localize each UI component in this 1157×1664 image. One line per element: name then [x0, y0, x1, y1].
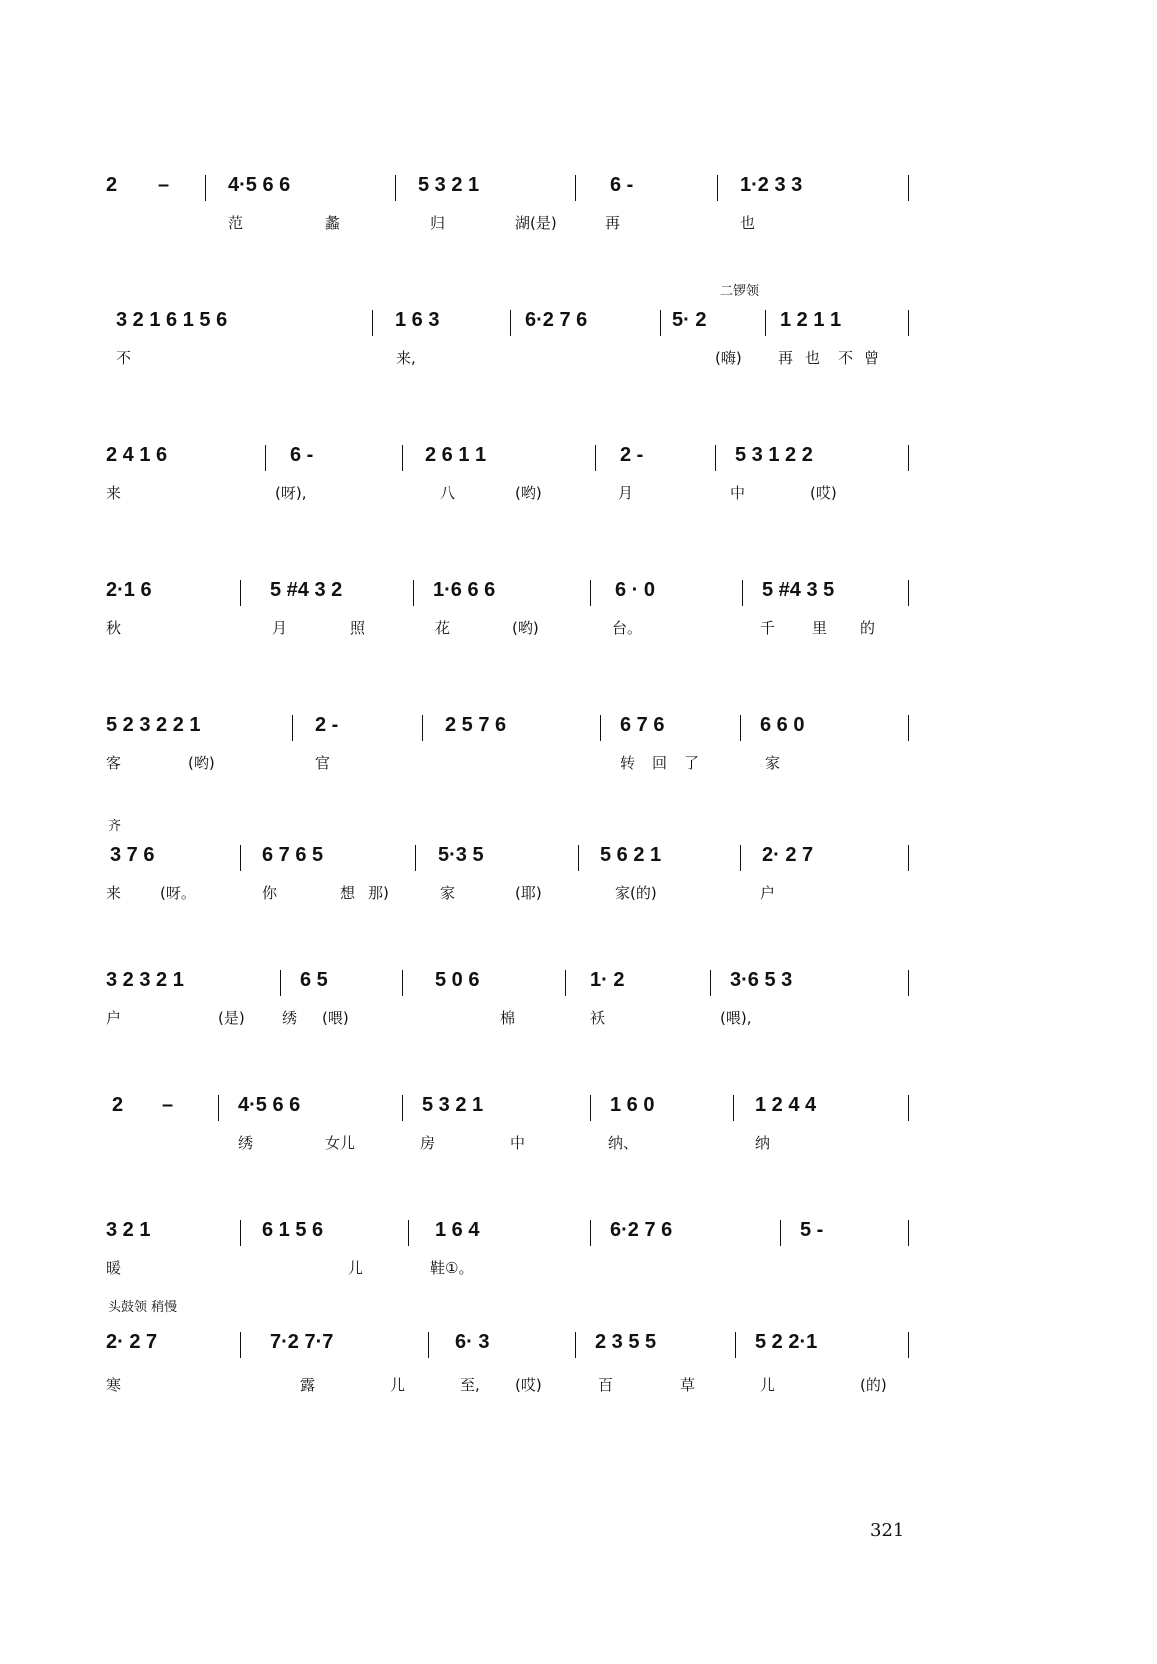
measure: 2 - [315, 714, 339, 736]
measure: 3 2 1 6 1 5 6 [116, 309, 228, 331]
measure: 2 5 7 6 [445, 714, 507, 736]
barline [742, 580, 743, 606]
measure: 1 6 0 [610, 1094, 655, 1116]
measure: 1·6 6 6 [433, 579, 496, 601]
measure: 1· 2 [590, 969, 625, 991]
notation-row [100, 843, 930, 883]
lyric: 不 [838, 349, 854, 367]
barline [372, 310, 373, 336]
notation-row [100, 713, 930, 753]
barline [908, 445, 909, 471]
lyrics-row [100, 1133, 930, 1161]
lyric: 来 [106, 884, 122, 902]
barline [908, 1095, 909, 1121]
lyric: 月 [618, 484, 634, 502]
measure: 2 3 5 5 [595, 1331, 657, 1353]
lyrics-row [100, 753, 930, 781]
lyric: (耶) [515, 884, 542, 902]
barline [908, 715, 909, 741]
score-system-8 [100, 1065, 930, 1175]
measure: 6· 3 [455, 1331, 490, 1353]
lyric: 女儿 [325, 1134, 356, 1152]
lyric: 里 [812, 619, 828, 637]
measure: 3·6 5 3 [730, 969, 793, 991]
barline [218, 1095, 219, 1121]
score-system-7 [100, 940, 930, 1050]
lyric: 照 [350, 619, 366, 637]
lyric: (是) [218, 1009, 245, 1027]
lyric: 袄 [590, 1009, 606, 1027]
lyric: 的 [860, 619, 876, 637]
lyric: 纳 [755, 1134, 771, 1152]
barline [735, 1332, 736, 1358]
lyric: 露 [300, 1376, 316, 1394]
score-system-4 [100, 550, 930, 660]
barline [660, 310, 661, 336]
measure: 3 7 6 [110, 844, 155, 866]
barline [908, 175, 909, 201]
barline [908, 845, 909, 871]
measure: 5 0 6 [435, 969, 480, 991]
lyric: 秋 [106, 619, 122, 637]
barline [240, 1332, 241, 1358]
lyric: 蠡 [325, 214, 341, 232]
measure: 5 3 1 2 2 [735, 444, 813, 466]
lyric: 想 [340, 884, 356, 902]
score-system-2 [100, 280, 930, 390]
performance-annotation: 二锣领 [720, 284, 760, 299]
barline [717, 175, 718, 201]
score-system-1 [100, 145, 930, 255]
lyrics-row [100, 483, 930, 511]
note: – [158, 174, 170, 196]
barline [740, 715, 741, 741]
lyric: (哟) [515, 484, 542, 502]
barline [715, 445, 716, 471]
lyric: 归 [430, 214, 446, 232]
barline [265, 445, 266, 471]
lyric: 绣 [282, 1009, 298, 1027]
barline [600, 715, 601, 741]
lyric: 绣 [238, 1134, 254, 1152]
barline [780, 1220, 781, 1246]
barline [710, 970, 711, 996]
lyric: (呀。 [160, 884, 196, 902]
page-number: 321 [870, 1520, 905, 1541]
lyric: 儿 [760, 1376, 776, 1394]
barline [908, 580, 909, 606]
lyric: 鞋①。 [430, 1259, 474, 1277]
measure: 5 - [800, 1219, 824, 1241]
barline [908, 970, 909, 996]
lyrics-row [100, 213, 930, 241]
measure: 5·3 5 [438, 844, 484, 866]
lyric: 纳、 [608, 1134, 639, 1152]
lyric: 转 [620, 754, 636, 772]
lyric: 家(的) [615, 884, 657, 902]
measure: 5 #4 3 5 [762, 579, 835, 601]
barline [415, 845, 416, 871]
lyrics-row [100, 1375, 930, 1403]
barline [395, 175, 396, 201]
measure: 5 2 2·1 [755, 1331, 818, 1353]
measure: 2· 2 7 [762, 844, 814, 866]
lyric: 官 [315, 754, 331, 772]
note: 2 [112, 1094, 124, 1116]
lyric: 八 [440, 484, 456, 502]
measure: 5 3 2 1 [422, 1094, 484, 1116]
measure: 6 7 6 5 [262, 844, 324, 866]
lyric: 来 [106, 484, 122, 502]
barline [565, 970, 566, 996]
lyric: 中 [510, 1134, 526, 1152]
notation-row [100, 1093, 930, 1133]
barline [575, 1332, 576, 1358]
lyric: 再 [605, 214, 621, 232]
notation-row [100, 968, 930, 1008]
lyric: 百 [598, 1376, 614, 1394]
score-system-5 [100, 685, 930, 795]
barline [402, 445, 403, 471]
measure: 2 4 1 6 [106, 444, 168, 466]
barline [908, 310, 909, 336]
barline [402, 970, 403, 996]
lyric: 曾 [864, 349, 880, 367]
measure: 3 2 3 2 1 [106, 969, 184, 991]
notation-row [100, 173, 930, 213]
lyric: 也 [805, 349, 821, 367]
lyrics-row [100, 1008, 930, 1036]
notation-row [100, 308, 930, 348]
notation-row [100, 1330, 930, 1370]
lyric: 了 [684, 754, 700, 772]
lyric: 也 [740, 214, 756, 232]
performance-annotation: 头鼓领 稍慢 [108, 1300, 178, 1315]
lyric: 寒 [106, 1376, 122, 1394]
lyric: (哟) [512, 619, 539, 637]
lyric: (哎) [810, 484, 837, 502]
score-system-6 [100, 815, 930, 925]
notation-row [100, 578, 930, 618]
measure: 6 · 0 [615, 579, 656, 601]
measure: 4·5 6 6 [238, 1094, 301, 1116]
measure: 6 - [610, 174, 634, 196]
barline [240, 845, 241, 871]
measure: 6 7 6 [620, 714, 665, 736]
measure: 5 2 3 2 2 1 [106, 714, 201, 736]
measure: 5 3 2 1 [418, 174, 480, 196]
barline [733, 1095, 734, 1121]
barline [590, 1095, 591, 1121]
lyric: 家 [765, 754, 781, 772]
performance-annotation: 齐 [108, 819, 122, 834]
lyric: 回 [652, 754, 668, 772]
lyric: 不 [116, 349, 132, 367]
barline [292, 715, 293, 741]
score-system-3 [100, 415, 930, 525]
lyric: 客 [106, 754, 122, 772]
measure: 6 6 0 [760, 714, 805, 736]
barline [510, 310, 511, 336]
lyric: 家 [440, 884, 456, 902]
lyric: 儿 [348, 1259, 364, 1277]
measure: 5· 2 [672, 309, 707, 331]
measure: 4·5 6 6 [228, 174, 291, 196]
barline [402, 1095, 403, 1121]
measure: 1 2 4 4 [755, 1094, 817, 1116]
barline [413, 580, 414, 606]
lyric: (喂), [720, 1009, 752, 1027]
measure: 7·2 7·7 [270, 1331, 334, 1353]
notation-row [100, 443, 930, 483]
barline [280, 970, 281, 996]
measure: 1 2 1 1 [780, 309, 842, 331]
barline [908, 1332, 909, 1358]
barline [408, 1220, 409, 1246]
lyric: 草 [680, 1376, 696, 1394]
lyric: 你 [262, 884, 278, 902]
lyric: 户 [760, 884, 776, 902]
lyrics-row [100, 348, 930, 376]
lyric: (的) [860, 1376, 887, 1394]
lyric: 那) [368, 884, 389, 902]
barline [590, 1220, 591, 1246]
lyrics-row [100, 618, 930, 646]
measure: 2· 2 7 [106, 1331, 158, 1353]
lyric: 湖(是) [515, 214, 557, 232]
measure: 2 - [620, 444, 644, 466]
lyric: (哎) [515, 1376, 542, 1394]
lyric: 棉 [500, 1009, 516, 1027]
lyric: (喂) [322, 1009, 349, 1027]
barline [422, 715, 423, 741]
lyric: 再 [778, 349, 794, 367]
lyric: 月 [272, 619, 288, 637]
lyric: 来, [396, 349, 416, 367]
measure: 6·2 7 6 [610, 1219, 673, 1241]
note: 2 [106, 174, 118, 196]
lyric: (哟) [188, 754, 215, 772]
measure: 6 5 [300, 969, 328, 991]
lyric: 暖 [106, 1259, 122, 1277]
score-system-10 [100, 1300, 930, 1410]
measure: 5 6 2 1 [600, 844, 662, 866]
barline [595, 445, 596, 471]
measure: 6 - [290, 444, 314, 466]
lyric: 至, [460, 1376, 480, 1394]
barline [908, 1220, 909, 1246]
lyric: 范 [228, 214, 244, 232]
barline [590, 580, 591, 606]
barline [205, 175, 206, 201]
note: – [162, 1094, 174, 1116]
measure: 6·2 7 6 [525, 309, 588, 331]
measure: 3 2 1 [106, 1219, 151, 1241]
lyrics-row [100, 883, 930, 911]
measure: 1·2 3 3 [740, 174, 803, 196]
barline [240, 580, 241, 606]
barline [740, 845, 741, 871]
measure: 1 6 3 [395, 309, 440, 331]
measure: 5 #4 3 2 [270, 579, 343, 601]
lyric: 户 [106, 1009, 122, 1027]
lyric: 中 [730, 484, 746, 502]
lyric: (呀), [275, 484, 307, 502]
measure: 2·1 6 [106, 579, 152, 601]
lyric: 台。 [612, 619, 643, 637]
barline [240, 1220, 241, 1246]
barline [428, 1332, 429, 1358]
barline [575, 175, 576, 201]
lyric: 花 [435, 619, 451, 637]
lyric: 房 [420, 1134, 436, 1152]
measure: 1 6 4 [435, 1219, 480, 1241]
barline [765, 310, 766, 336]
notation-row [100, 1218, 930, 1258]
measure: 6 1 5 6 [262, 1219, 324, 1241]
measure: 2 6 1 1 [425, 444, 487, 466]
score-system-9 [100, 1190, 930, 1300]
lyrics-row [100, 1258, 930, 1286]
lyric: 儿 [390, 1376, 406, 1394]
lyric: 千 [760, 619, 776, 637]
barline [578, 845, 579, 871]
lyric: (嗨) [715, 349, 742, 367]
